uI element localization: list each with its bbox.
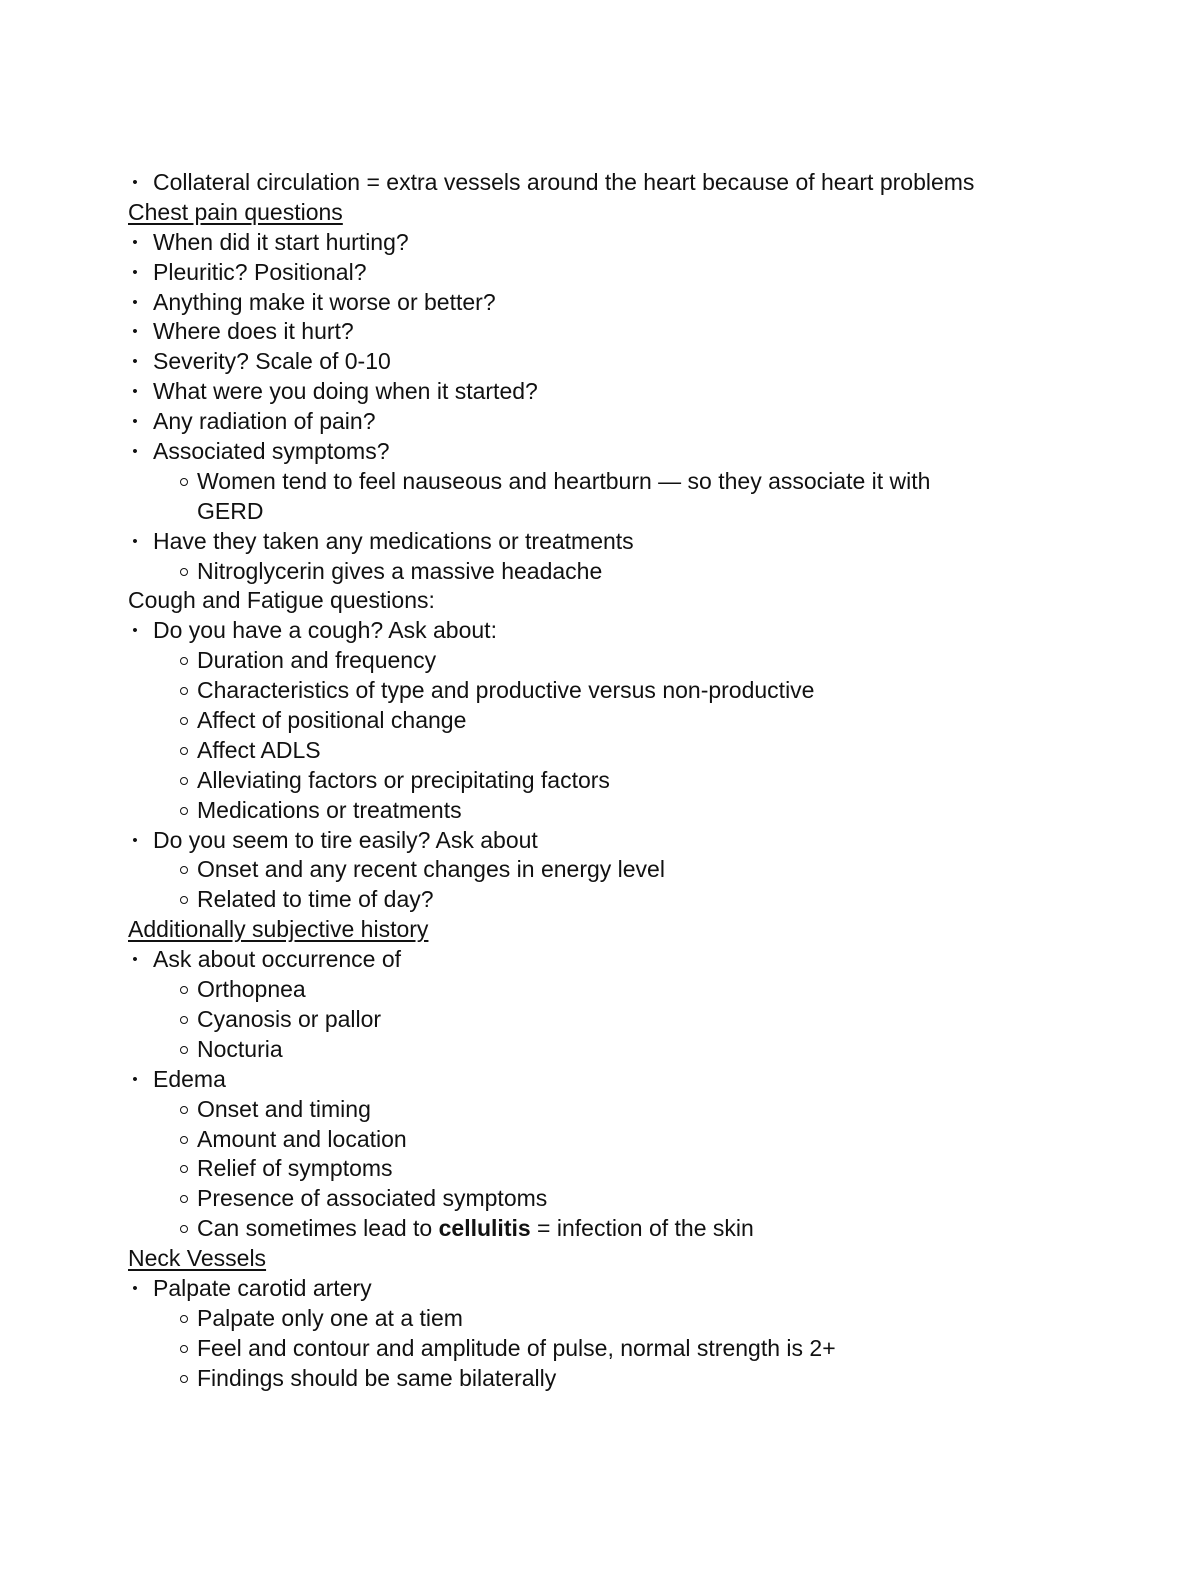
bullet-item [0,945,1200,975]
bullet-item [0,228,1200,258]
line-text: = infection of the skin [530,1215,754,1242]
bullet-icon: • [132,263,138,281]
sub-bullet-item [0,1005,1200,1035]
sub-bullet-item [0,1364,1200,1394]
line-text: Women tend to feel nauseous and heartburn — so they associate it with [197,467,931,494]
sub-bullet-item [0,1214,1200,1244]
line-text: Alleviating factors or precipitating factors [197,766,610,793]
line-text: Relief of symptoms [197,1155,393,1182]
line-text: Orthopnea [197,976,306,1003]
bullet-icon: • [132,174,138,191]
line-text: Palpate carotid artery [153,1274,372,1301]
line-text: Onset and timing [197,1095,371,1122]
hollow-circle-bullet-icon [180,1225,188,1233]
line-text: Duration and frequency [197,647,437,674]
bullet-icon: • [132,323,138,341]
sub-bullet-item [0,736,1200,766]
bullet-item [0,407,1200,437]
sub-bullet-item [0,1184,1200,1214]
line-text: Additionally subjective history [128,916,429,943]
bullet-item [0,1274,1200,1304]
bullet-item [0,317,1200,347]
section-heading [0,915,1200,945]
hollow-circle-bullet-icon [180,657,188,665]
line-text: Nitroglycerin gives a massive headache [197,557,603,584]
hollow-circle-bullet-icon [180,1106,188,1114]
line-text: Affect ADLS [197,736,321,763]
sub-bullet-item [0,766,1200,796]
bullet-item [0,616,1200,646]
line-text: Related to time of day? [197,886,434,913]
bullet-item [0,347,1200,377]
line-text: Severity? Scale of 0-10 [153,348,391,375]
hollow-circle-bullet-icon [180,807,188,815]
bullet-icon: • [132,293,138,311]
line-text: Chest pain questions [128,198,343,225]
sub-bullet-item [0,885,1200,915]
bullet-icon: • [132,532,138,550]
hollow-circle-bullet-icon [180,687,188,695]
line-text: Any radiation of pain? [153,408,376,435]
hollow-circle-bullet-icon [180,986,188,994]
hollow-circle-bullet-icon [180,1375,188,1383]
continuation-line [0,497,1200,527]
hollow-circle-bullet-icon [180,866,188,874]
sub-bullet-item [0,646,1200,676]
sub-bullet-item [0,975,1200,1005]
hollow-circle-bullet-icon [180,1016,188,1024]
hollow-circle-bullet-icon [180,1345,188,1353]
line-text: Do you have a cough? Ask about: [153,617,497,644]
bold-term: cellulitis [438,1215,531,1242]
hollow-circle-bullet-icon [180,1315,188,1323]
sub-bullet-item [0,796,1200,826]
line-text: Affect of positional change [197,707,467,734]
sub-bullet-item [0,467,1200,497]
bullet-icon: • [132,443,138,461]
sub-bullet-item [0,1095,1200,1125]
hollow-circle-bullet-icon [180,747,188,755]
line-text: Ask about occurrence of [153,946,402,973]
bullet-icon: • [132,951,138,969]
line-text: GERD [197,497,264,524]
bullet-icon: • [132,1070,138,1088]
line-text: What were you doing when it started? [153,378,538,405]
sub-bullet-item [0,557,1200,587]
line-text: Palpate only one at a tiem [197,1304,463,1331]
hollow-circle-bullet-icon [180,1195,188,1203]
line-text: Cough and Fatigue questions: [128,587,435,614]
bullet-icon: • [132,831,138,849]
line-text: When did it start hurting? [153,228,409,255]
bullet-icon: • [132,383,138,401]
line-text: Amount and location [197,1125,407,1152]
line-text: Anything make it worse or better? [153,288,496,315]
bullet-icon: • [132,233,138,251]
line-text: Have they taken any medications or treatments [153,527,634,554]
bullet-item [0,437,1200,467]
document-body [0,168,1200,1394]
hollow-circle-bullet-icon [180,568,188,576]
line-text: Presence of associated symptoms [197,1185,548,1212]
line-text: Edema [153,1065,226,1092]
section-heading [0,198,1200,228]
line-text: Cyanosis or pallor [197,1005,382,1032]
sub-bullet-item [0,1304,1200,1334]
hollow-circle-bullet-icon [180,1165,188,1173]
hollow-circle-bullet-icon [180,896,188,904]
line-text: Findings should be same bilaterally [197,1364,557,1391]
hollow-circle-bullet-icon [180,1046,188,1054]
line-text: Onset and any recent changes in energy level [197,856,665,883]
line-text: Medications or treatments [197,796,462,823]
line-text: Collateral circulation = extra vessels around the heart because of heart problems [153,169,975,195]
line-text: Associated symptoms? [153,438,390,465]
line-text: Can sometimes lead to [197,1215,439,1242]
bullet-item [0,288,1200,318]
sub-bullet-item [0,706,1200,736]
line-text: Characteristics of type and productive versus non-productive [197,677,815,704]
line-text: Nocturia [197,1035,283,1062]
hollow-circle-bullet-icon [180,1136,188,1144]
bullet-item [0,168,1200,198]
bullet-item [0,258,1200,288]
hollow-circle-bullet-icon [180,777,188,785]
hollow-circle-bullet-icon [180,717,188,725]
sub-bullet-item [0,1035,1200,1065]
bullet-icon: • [132,413,138,431]
sub-bullet-item [0,855,1200,885]
bullet-item [0,1065,1200,1095]
section-heading [0,586,1200,616]
sub-bullet-item [0,1125,1200,1155]
section-heading [0,1244,1200,1274]
bullet-icon: • [132,622,138,640]
line-text: Pleuritic? Positional? [153,258,367,285]
bullet-icon: • [132,1279,138,1297]
bullet-icon: • [132,353,138,371]
line-text: Where does it hurt? [153,318,354,345]
sub-bullet-item [0,1334,1200,1364]
line-text: Neck Vessels [128,1245,267,1272]
bullet-item [0,826,1200,856]
hollow-circle-bullet-icon [180,478,188,486]
line-text: Do you seem to tire easily? Ask about [153,826,538,853]
bullet-item [0,377,1200,407]
sub-bullet-item [0,1154,1200,1184]
bullet-item [0,527,1200,557]
sub-bullet-item [0,676,1200,706]
line-text: Feel and contour and amplitude of pulse, normal strength is 2+ [197,1334,836,1361]
